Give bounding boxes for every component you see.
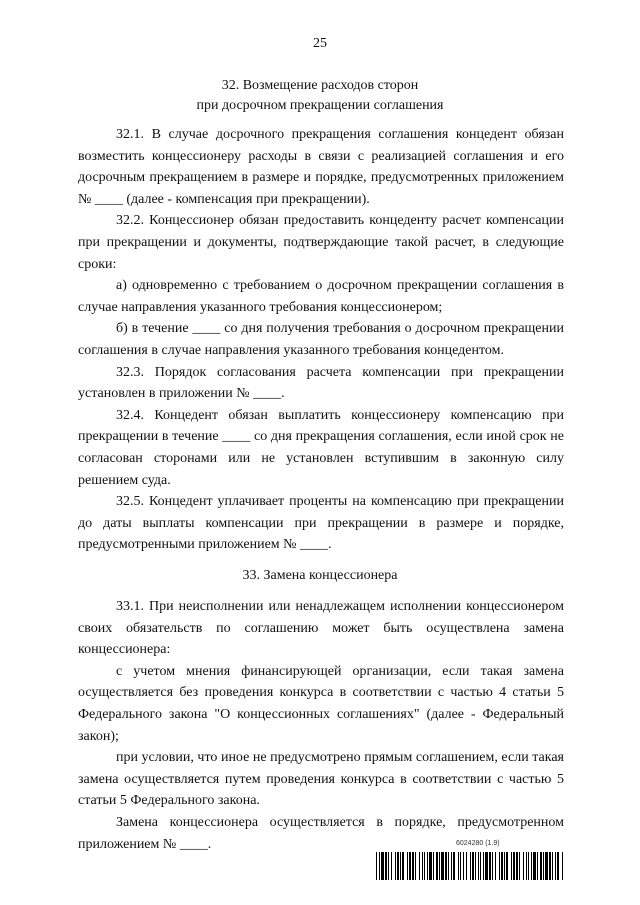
barcode-bar	[537, 852, 538, 880]
barcode-bar	[557, 852, 559, 880]
barcode-bar	[511, 852, 512, 880]
paragraph-32-3: 32.3. Порядок согласования расчета компенсации при прекращении установлен в приложении № ____.	[78, 364, 564, 402]
barcode-bar	[441, 852, 444, 880]
barcode-bar	[528, 852, 529, 880]
barcode-bar	[480, 852, 481, 880]
barcode-bar	[504, 852, 505, 880]
barcode-bar	[419, 852, 420, 880]
paragraph-32-5: 32.5. Концедент уплачивает проценты на компенсацию при прекращении до даты выплаты компенсации при прекращении в размере и порядке, предусмотренными приложением № ____.	[78, 494, 564, 553]
barcode-bar	[407, 852, 408, 880]
barcode-bar	[427, 852, 428, 880]
barcode-bar	[458, 852, 459, 880]
barcode-bar	[424, 852, 425, 880]
barcode-bar	[540, 852, 542, 880]
barcode-bar	[495, 852, 496, 880]
barcode-bar	[379, 852, 380, 880]
paragraph-32-2-a: а) одновременно с требованием о досрочном прекращении соглашения в случае направления указанного требования концессионером;	[78, 278, 564, 315]
paragraph-33-1: 33.1. При неисполнении или ненадлежащем исполнении концессионером своих обязательств по соглашению может быть осуществлена замена концессионера:	[78, 599, 564, 658]
paragraph-33-1-second-case: при условии, что иное не предусмотрено прямым соглашением, если такая замена осуществляется путем проведения конкурса в соответствии с частью 5 статьи 5 Федерального закона.	[78, 750, 564, 809]
barcode-bar	[385, 852, 387, 880]
barcode-bar	[445, 852, 447, 880]
barcode-bar	[489, 852, 491, 880]
barcode-bar	[555, 852, 556, 880]
paragraph-32-1: 32.1. В случае досрочного прекращения соглашения концедент обязан возместить концессионеру расходы в связи с реализацией соглашения и его досрочным прекращением в размере и порядке, предусмотренных приложением № ____ (далее - компенсация при прекращении).	[78, 127, 564, 207]
barcode-bar	[499, 852, 500, 880]
barcode-icon	[376, 852, 564, 880]
barcode-bar	[523, 852, 524, 880]
section-32-body	[78, 124, 564, 556]
barcode-label: 6024280 (1.9)	[456, 840, 500, 847]
barcode-bar	[492, 852, 493, 880]
barcode-bar	[433, 852, 434, 880]
barcode-bar	[397, 852, 399, 880]
barcode-bar	[470, 852, 471, 880]
paragraph-33-replacement-order: Замена концессионера осуществляется в порядке, предусмотренном приложением № ____.	[78, 814, 564, 852]
barcode-bar	[485, 852, 488, 880]
section-33-body	[78, 596, 564, 855]
barcode-bar	[483, 852, 484, 880]
barcode-bar	[448, 852, 449, 880]
barcode-bar	[562, 852, 563, 880]
barcode-bar	[451, 852, 452, 880]
barcode-bar	[429, 852, 432, 880]
barcode-bar	[543, 852, 544, 880]
paragraph-32-4: 32.4. Концедент обязан выплатить концессионеру компенсацию при прекращении в течение ____ со дня прекращения соглашения, если иной срок не согласован сторонами или не установлен вступившим в законную силу решением суда.	[78, 407, 564, 488]
paragraph-32-2: 32.2. Концессионер обязан предоставить концеденту расчет компенсации при прекращении и документы, подтверждающие такой расчет, в следующие сроки:	[78, 213, 564, 272]
barcode-bar	[436, 852, 438, 880]
barcode-bar	[400, 852, 401, 880]
barcode-bar	[531, 852, 532, 880]
barcode-bar	[402, 852, 404, 880]
barcode-bar	[478, 852, 479, 880]
paragraph-33-1-first-case: с учетом мнения финансирующей организации, если такая замена осуществляется без проведения конкурса в соответствии с частью 4 статьи 5 Федерального закона "О концессионных соглашениях" (далее - Федеральный закон);	[78, 663, 564, 744]
barcode-bar	[391, 852, 392, 880]
barcode-bar	[460, 852, 461, 880]
barcode-bar	[506, 852, 508, 880]
barcode-bar	[388, 852, 389, 880]
barcode-bar	[381, 852, 384, 880]
barcode-bar	[466, 852, 467, 880]
barcode-bar	[463, 852, 464, 880]
barcode-bar	[545, 852, 548, 880]
section-32-heading	[0, 76, 640, 116]
barcode-bar	[519, 852, 520, 880]
barcode-bar	[412, 852, 414, 880]
section-33-heading	[0, 566, 640, 586]
barcode-bar	[516, 852, 518, 880]
page-number: 25	[313, 36, 327, 51]
barcode-bar	[395, 852, 396, 880]
barcode-bar	[376, 852, 377, 880]
barcode-bar	[549, 852, 551, 880]
barcode-bar	[513, 852, 515, 880]
section-32-title-line-2: при досрочном прекращении соглашения	[196, 98, 444, 113]
barcode-bar	[533, 852, 536, 880]
barcode-bar	[409, 852, 411, 880]
section-32-title-line-1: 32. Возмещение расходов сторон	[221, 78, 419, 93]
barcode-bar	[472, 852, 474, 880]
paragraph-32-2-b: б) в течение ____ со дня получения требования о досрочном прекращении соглашения в случае направления указанного требования концедентом.	[78, 321, 564, 358]
barcode-bar	[552, 852, 553, 880]
barcode-bar	[526, 852, 527, 880]
barcode-bar	[439, 852, 440, 880]
barcode-bar	[422, 852, 423, 880]
section-33-title: 33. Замена концессионера	[242, 568, 398, 583]
barcode-bar	[501, 852, 503, 880]
barcode-bar	[415, 852, 416, 880]
barcode-bar	[453, 852, 455, 880]
barcode-bar	[475, 852, 476, 880]
